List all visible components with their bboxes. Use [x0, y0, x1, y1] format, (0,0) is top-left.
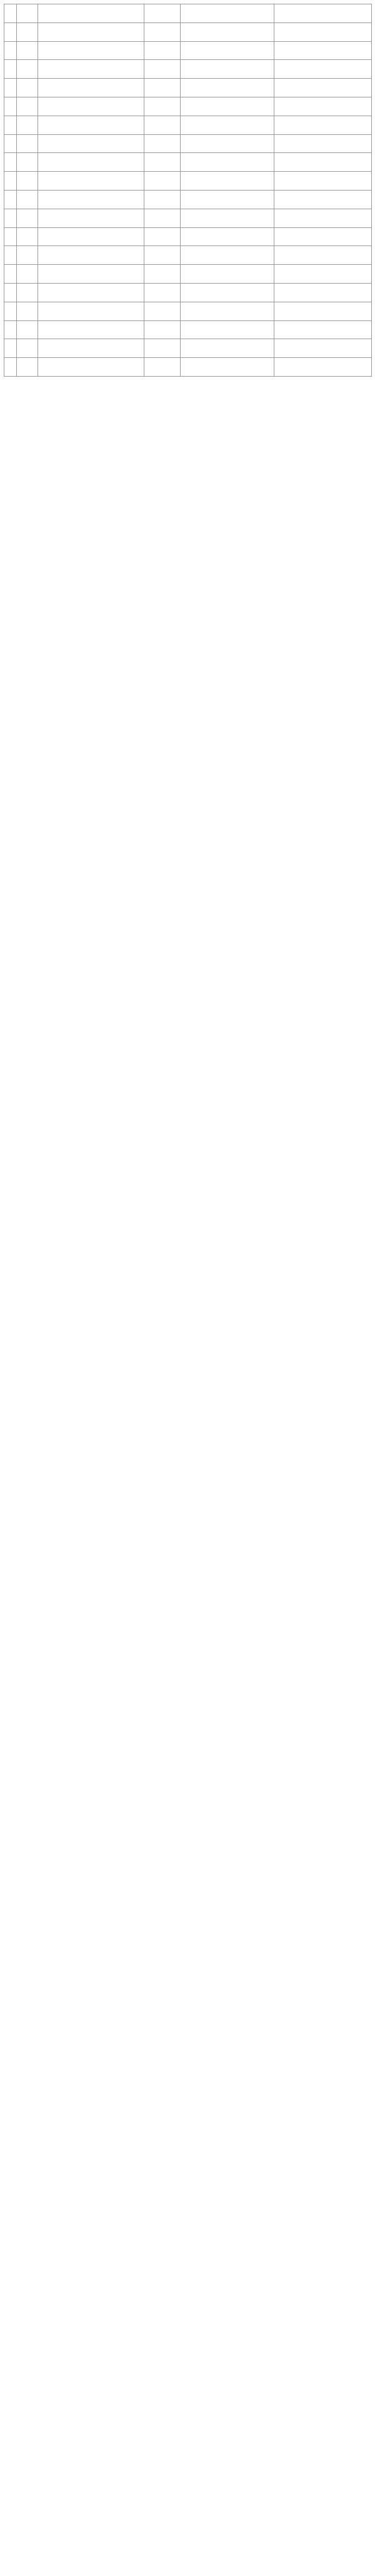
status-note-cell	[274, 190, 372, 209]
table-row	[4, 116, 372, 134]
company-name-cell	[38, 116, 144, 134]
company-name-cell	[38, 79, 144, 97]
table-row	[4, 79, 372, 97]
company-name-cell	[38, 283, 144, 302]
product-type-cell	[144, 302, 181, 320]
status-note-cell	[274, 116, 372, 134]
province-cell	[17, 283, 38, 302]
license-number-cell	[181, 302, 274, 320]
product-type-cell	[144, 265, 181, 284]
table-row	[4, 209, 372, 227]
company-name-cell	[38, 265, 144, 284]
status-note-cell	[274, 339, 372, 358]
license-table-body	[4, 4, 372, 377]
license-number-cell	[181, 97, 274, 116]
status-note-cell	[274, 265, 372, 284]
serial-cell	[4, 339, 17, 358]
product-type-cell	[144, 320, 181, 339]
table-row	[4, 283, 372, 302]
company-name-cell	[38, 153, 144, 172]
serial-cell	[4, 190, 17, 209]
table-row	[4, 246, 372, 265]
company-name-cell	[38, 246, 144, 265]
table-row	[4, 172, 372, 191]
product-type-cell	[144, 134, 181, 153]
license-number-cell	[181, 116, 274, 134]
serial-cell	[4, 283, 17, 302]
license-number-cell	[181, 60, 274, 79]
company-name-cell	[38, 320, 144, 339]
serial-cell	[4, 153, 17, 172]
table-row	[4, 320, 372, 339]
status-note-cell	[274, 41, 372, 60]
product-type-cell	[144, 22, 181, 41]
status-note-cell	[274, 134, 372, 153]
company-name-cell	[38, 60, 144, 79]
license-number-cell	[181, 358, 274, 377]
status-note-cell	[274, 358, 372, 377]
company-name-cell	[38, 227, 144, 246]
license-number-cell	[181, 22, 274, 41]
table-row	[4, 339, 372, 358]
status-note-cell	[274, 79, 372, 97]
license-number-cell	[181, 41, 274, 60]
table-row	[4, 22, 372, 41]
serial-cell	[4, 79, 17, 97]
license-number-cell	[181, 172, 274, 191]
province-cell	[17, 246, 38, 265]
table-row	[4, 97, 372, 116]
province-cell	[17, 134, 38, 153]
province-cell	[17, 339, 38, 358]
serial-cell	[4, 4, 17, 23]
license-number-cell	[181, 79, 274, 97]
product-type-cell	[144, 339, 181, 358]
province-cell	[17, 358, 38, 377]
province-cell	[17, 97, 38, 116]
table-row	[4, 153, 372, 172]
license-number-cell	[181, 246, 274, 265]
serial-cell	[4, 41, 17, 60]
product-type-cell	[144, 283, 181, 302]
serial-cell	[4, 116, 17, 134]
table-row	[4, 4, 372, 23]
province-cell	[17, 302, 38, 320]
company-name-cell	[38, 302, 144, 320]
product-type-cell	[144, 153, 181, 172]
product-type-cell	[144, 172, 181, 191]
serial-cell	[4, 172, 17, 191]
province-cell	[17, 190, 38, 209]
license-number-cell	[181, 134, 274, 153]
table-row	[4, 227, 372, 246]
status-note-cell	[274, 22, 372, 41]
license-number-cell	[181, 209, 274, 227]
status-note-cell	[274, 209, 372, 227]
status-note-cell	[274, 4, 372, 23]
table-row	[4, 358, 372, 377]
serial-cell	[4, 97, 17, 116]
license-number-cell	[181, 265, 274, 284]
table-row	[4, 60, 372, 79]
status-note-cell	[274, 246, 372, 265]
company-name-cell	[38, 172, 144, 191]
product-type-cell	[144, 227, 181, 246]
status-note-cell	[274, 320, 372, 339]
product-type-cell	[144, 209, 181, 227]
serial-cell	[4, 209, 17, 227]
license-number-cell	[181, 320, 274, 339]
product-type-cell	[144, 4, 181, 23]
province-cell	[17, 153, 38, 172]
province-cell	[17, 60, 38, 79]
province-cell	[17, 265, 38, 284]
serial-cell	[4, 320, 17, 339]
status-note-cell	[274, 153, 372, 172]
province-cell	[17, 172, 38, 191]
license-number-cell	[181, 4, 274, 23]
product-type-cell	[144, 60, 181, 79]
province-cell	[17, 320, 38, 339]
license-number-cell	[181, 153, 274, 172]
status-note-cell	[274, 172, 372, 191]
license-number-cell	[181, 283, 274, 302]
company-name-cell	[38, 339, 144, 358]
company-name-cell	[38, 97, 144, 116]
table-row	[4, 190, 372, 209]
province-cell	[17, 22, 38, 41]
license-number-cell	[181, 339, 274, 358]
product-type-cell	[144, 41, 181, 60]
serial-cell	[4, 265, 17, 284]
company-name-cell	[38, 209, 144, 227]
status-note-cell	[274, 227, 372, 246]
company-name-cell	[38, 358, 144, 377]
serial-cell	[4, 246, 17, 265]
table-row	[4, 265, 372, 284]
table-row	[4, 41, 372, 60]
product-type-cell	[144, 190, 181, 209]
license-table-container	[4, 4, 371, 377]
province-cell	[17, 209, 38, 227]
serial-cell	[4, 60, 17, 79]
product-type-cell	[144, 246, 181, 265]
license-number-cell	[181, 190, 274, 209]
status-note-cell	[274, 302, 372, 320]
serial-cell	[4, 134, 17, 153]
status-note-cell	[274, 60, 372, 79]
serial-cell	[4, 358, 17, 377]
serial-cell	[4, 302, 17, 320]
license-number-cell	[181, 227, 274, 246]
company-name-cell	[38, 134, 144, 153]
province-cell	[17, 116, 38, 134]
table-row	[4, 134, 372, 153]
province-cell	[17, 41, 38, 60]
company-name-cell	[38, 41, 144, 60]
province-cell	[17, 4, 38, 23]
serial-cell	[4, 22, 17, 41]
province-cell	[17, 79, 38, 97]
serial-cell	[4, 227, 17, 246]
province-cell	[17, 227, 38, 246]
table-row	[4, 302, 372, 320]
product-type-cell	[144, 79, 181, 97]
company-name-cell	[38, 22, 144, 41]
product-type-cell	[144, 358, 181, 377]
license-table	[4, 4, 372, 377]
status-note-cell	[274, 283, 372, 302]
company-name-cell	[38, 190, 144, 209]
product-type-cell	[144, 97, 181, 116]
status-note-cell	[274, 97, 372, 116]
company-name-cell	[38, 4, 144, 23]
product-type-cell	[144, 116, 181, 134]
